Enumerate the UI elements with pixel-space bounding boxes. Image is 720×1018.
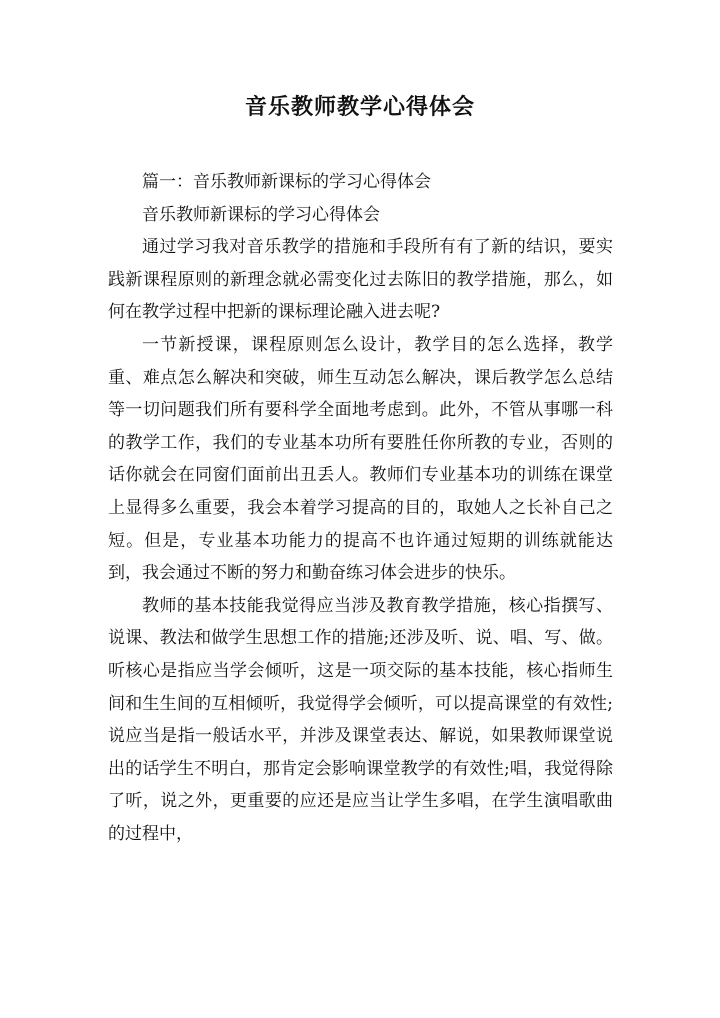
document-title: 音乐教师教学心得体会 xyxy=(244,94,475,120)
document-body xyxy=(108,166,613,850)
section-heading: 篇一：音乐教师新课标的学习心得体会 xyxy=(142,172,431,192)
body-paragraph: 一节新授课，课程原则怎么设计，教学目的怎么选择，教学重、难点怎么解决和突破，师生互动怎么解决，课后教学怎么总结等一切问题我们所有要科学全面地考虑到。此外，不管从事哪一科的教学工作，我们的专业基本功所有要胜任你所教的专业，否则的话你就会在同窗们面前出丑丢人。教师们专业基本功的训练在课堂上显得多么重要，我会本着学习提高的目的，取她人之长补自己之短。但是，专业基本功能力的提高不也许通过短期的训练就能达到，我会通过不断的努力和勤奋练习体会进步的快乐。 xyxy=(108,334,613,584)
body-paragraph: 通过学习我对音乐教学的措施和手段所有有了新的结识，要实践新课程原则的新理念就必需变化过去陈旧的教学措施，那么，如何在教学过程中把新的课标理论融入进去呢? xyxy=(108,237,613,323)
section-subheading: 音乐教师新课标的学习心得体会 xyxy=(142,204,380,225)
body-paragraph: 教师的基本技能我觉得应当涉及教育教学措施，核心指撰写、说课、教法和做学生思想工作的措施;还涉及听、说、唱、写、做。听核心是指应当学会倾听，这是一项交际的基本技能，核心指师生间和生生间的互相倾听，我觉得学会倾听，可以提高课堂的有效性;说应当是指一般话水平，并涉及课堂表达、解说，如果教师课堂说出的话学生不明白，那肯定会影响课堂教学的有效性;唱，我觉得除了听，说之外，更重要的应还是应当让学生多唱，在学生演唱歌曲的过程中， xyxy=(108,595,613,844)
